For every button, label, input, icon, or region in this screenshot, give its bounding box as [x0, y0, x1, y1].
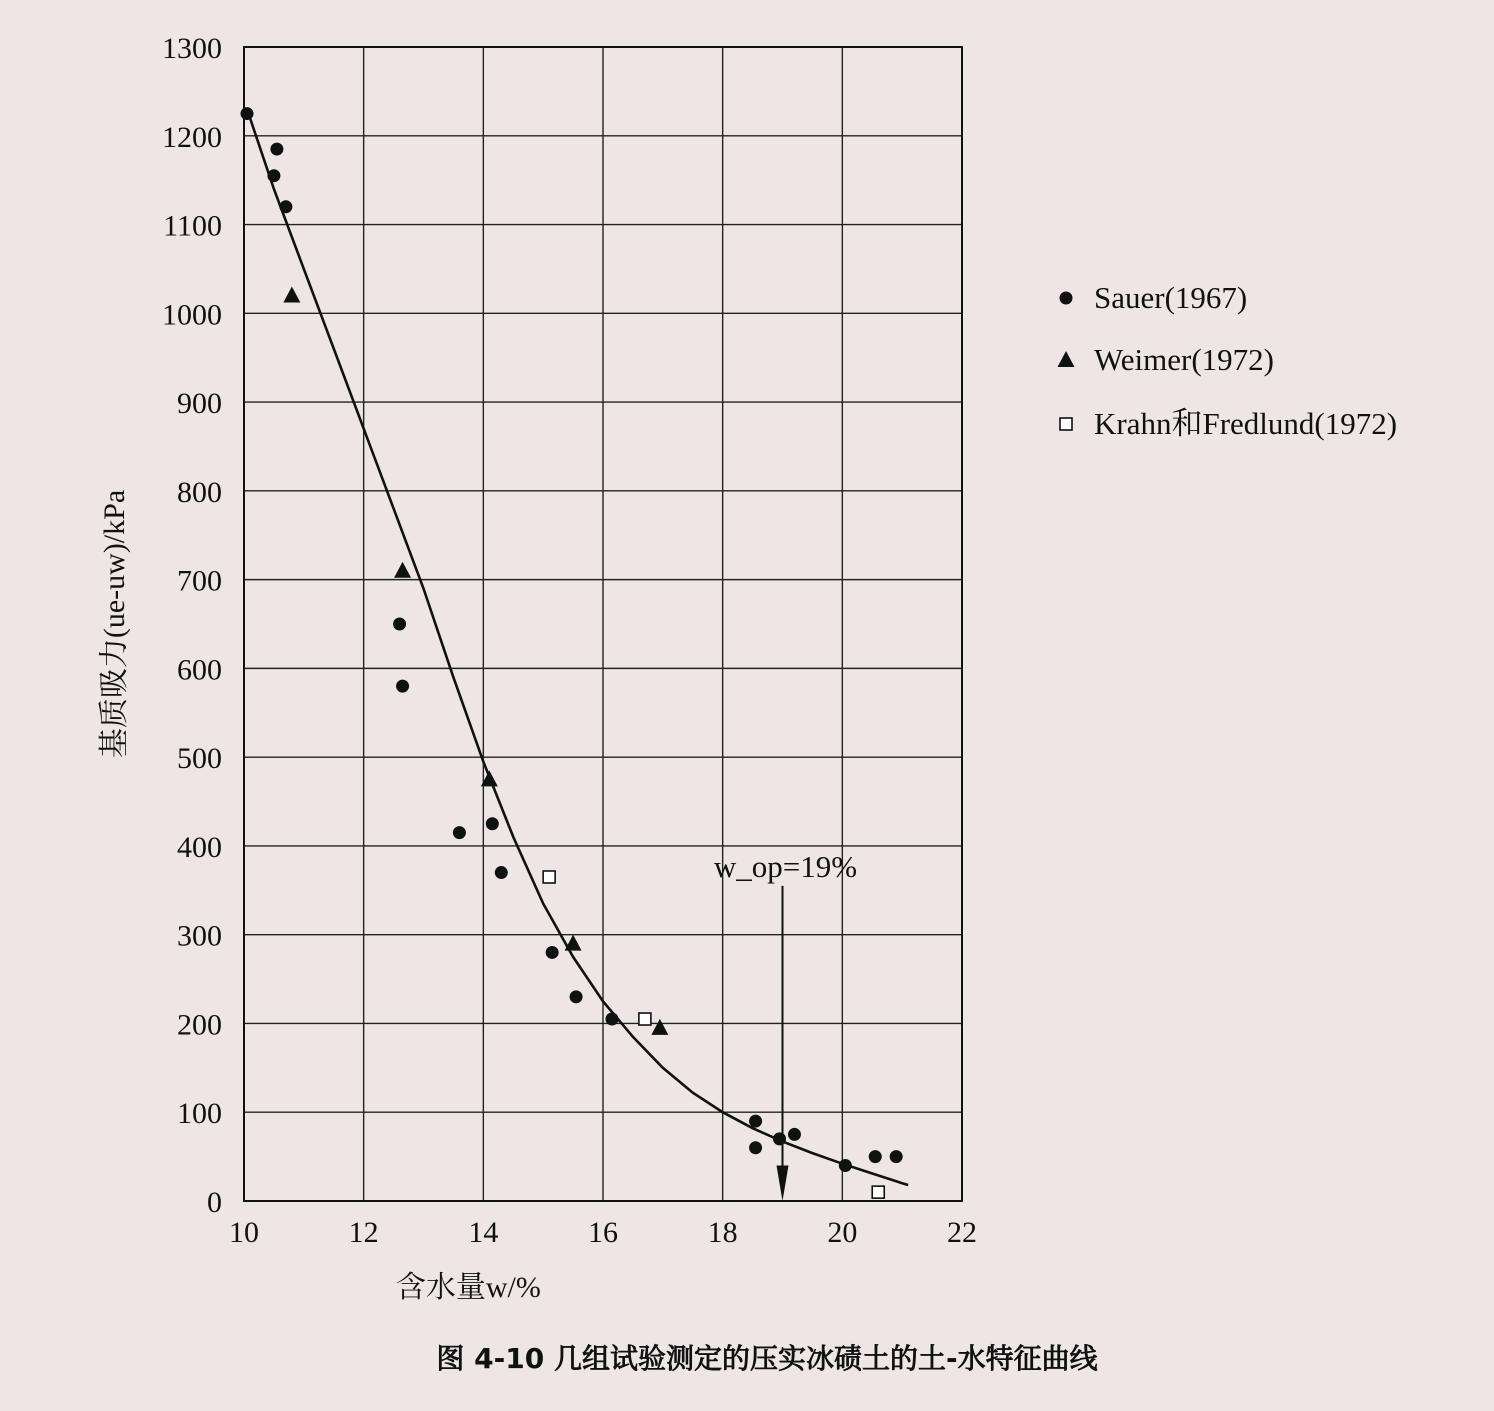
data-point — [240, 107, 253, 120]
data-point — [453, 826, 466, 839]
legend-label: Sauer(1967) — [1094, 280, 1248, 315]
data-point — [543, 871, 555, 883]
data-point — [393, 618, 406, 631]
data-point — [546, 946, 559, 959]
data-point — [283, 287, 300, 303]
data-point — [890, 1150, 903, 1163]
legend-label: Weimer(1972) — [1094, 342, 1274, 377]
legend-marker — [1060, 292, 1073, 305]
data-point — [839, 1159, 852, 1172]
data-point — [639, 1013, 651, 1025]
figure-caption: 图 4-10 几组试验测定的压实冰碛土的土-水特征曲线 — [436, 1342, 1098, 1375]
x-tick-label: 16 — [588, 1216, 618, 1249]
legend-marker — [1060, 418, 1072, 430]
x-tick-label: 12 — [348, 1216, 379, 1249]
data-point — [486, 817, 499, 830]
data-point — [651, 1019, 668, 1035]
legend-label: Krahn和Fredlund(1972) — [1094, 406, 1398, 441]
data-point — [749, 1141, 762, 1154]
data-point — [570, 990, 583, 1003]
y-tick-label: 100 — [177, 1097, 222, 1131]
y-tick-label: 1200 — [162, 120, 222, 154]
y-tick-label: 500 — [177, 742, 222, 776]
y-tick-label: 600 — [177, 653, 222, 687]
data-point — [396, 680, 409, 693]
data-point — [869, 1150, 882, 1163]
data-point — [773, 1132, 786, 1145]
data-point — [565, 935, 582, 951]
y-tick-label: 1000 — [162, 298, 222, 332]
x-tick-label: 10 — [229, 1216, 259, 1249]
data-point — [279, 200, 292, 213]
x-axis-label: 含水量w/% — [395, 1271, 541, 1304]
y-tick-label: 400 — [177, 830, 222, 864]
x-tick-label: 20 — [827, 1216, 858, 1249]
legend-marker — [1058, 351, 1075, 367]
y-tick-label: 1300 — [162, 32, 222, 65]
data-point — [788, 1128, 801, 1141]
y-axis-label: 基质吸力(ue-uw)/kPa — [98, 489, 131, 759]
data-point — [394, 562, 411, 578]
x-tick-label: 22 — [947, 1216, 977, 1249]
data-point — [270, 143, 283, 156]
data-point — [495, 866, 508, 879]
wop-annotation: w_op=19% — [713, 848, 858, 884]
fit-curve — [250, 118, 908, 1185]
y-tick-label: 300 — [177, 919, 222, 953]
data-point — [267, 169, 280, 182]
wop-arrow-head — [777, 1165, 789, 1201]
y-tick-label: 900 — [177, 387, 222, 421]
y-tick-label: 700 — [177, 564, 222, 598]
y-tick-label: 200 — [177, 1008, 222, 1042]
y-tick-label: 0 — [207, 1186, 222, 1219]
x-tick-label: 18 — [707, 1216, 738, 1249]
data-point — [605, 1013, 618, 1026]
y-tick-label: 800 — [177, 475, 222, 509]
x-tick-label: 14 — [468, 1216, 499, 1249]
y-tick-label: 1100 — [163, 209, 222, 243]
data-point — [749, 1115, 762, 1128]
data-point — [872, 1186, 884, 1198]
